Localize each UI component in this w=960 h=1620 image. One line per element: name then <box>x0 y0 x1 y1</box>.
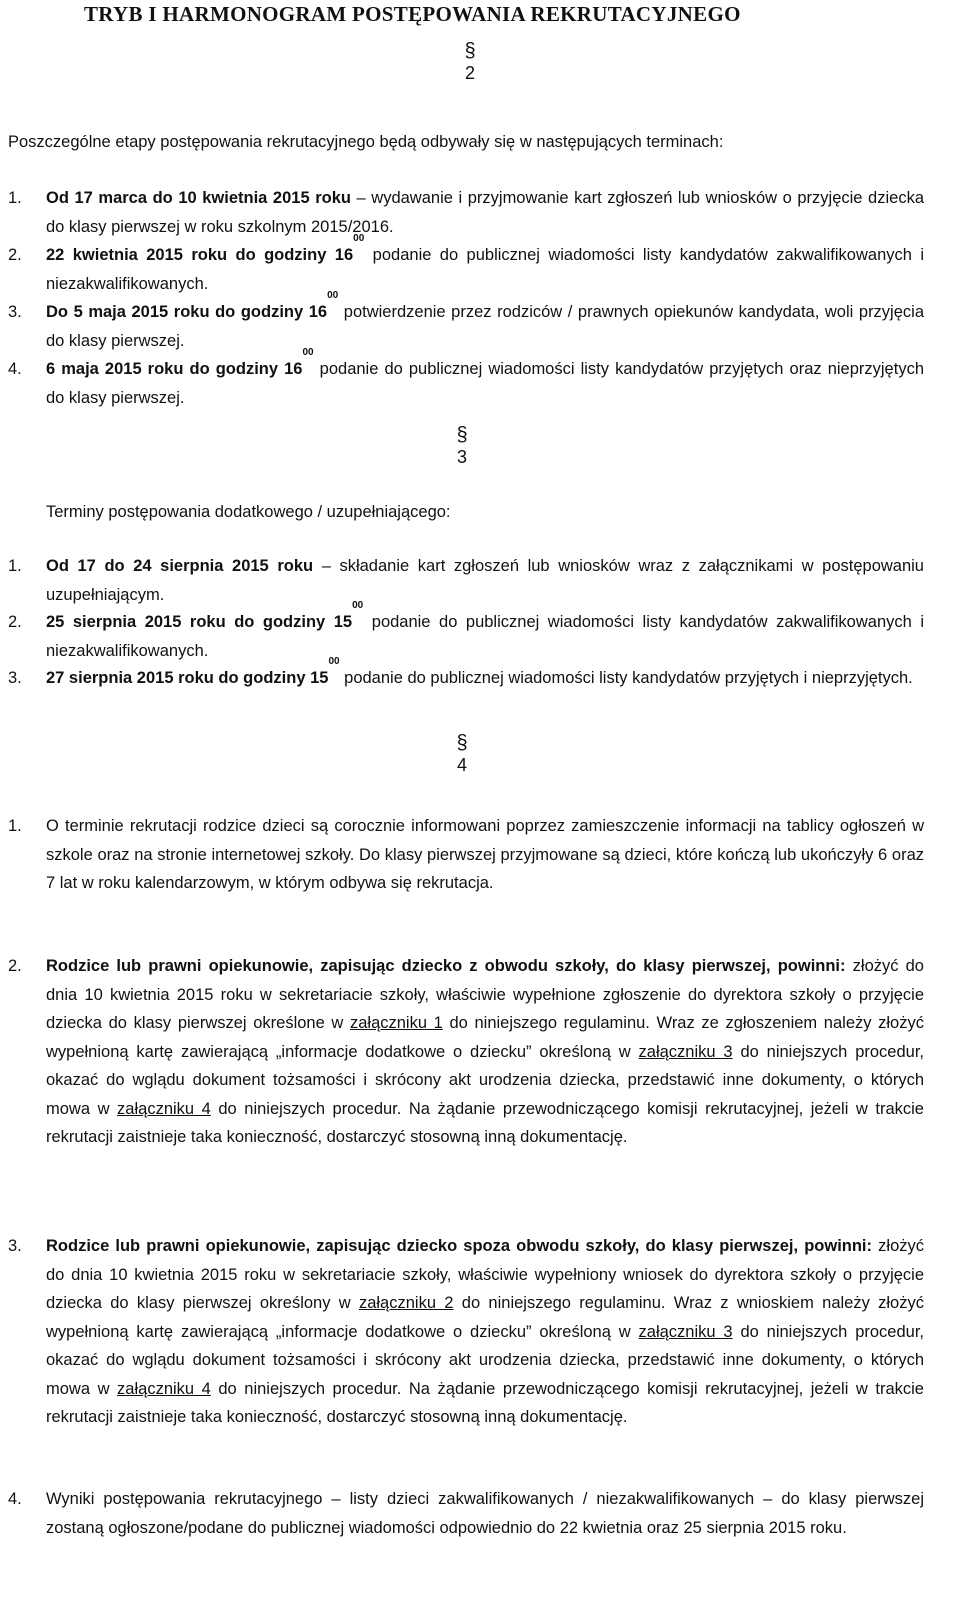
item-date: 25 sierpnia 2015 roku do godziny $15^{00}$ <box>46 600 364 631</box>
attachment-3-link: załączniku 3 <box>638 1322 733 1341</box>
item-text: podanie do publicznej wiadomości listy kandydatów zakwalifikowanych i niezakwalifikowanych. <box>46 246 924 293</box>
s2-item-4 <box>8 347 924 412</box>
item-number: 2. <box>8 613 22 631</box>
item-date: Do 5 maja 2015 roku do godziny $16^{00}$ <box>46 290 339 321</box>
attachment-2-link: załączniku 2 <box>358 1294 454 1312</box>
item-number: 1. <box>8 557 22 575</box>
document-title: TRYB I HARMONOGRAM POSTĘPOWANIA REKRUTACYJNEGO <box>84 2 741 26</box>
item-number: 3. <box>8 669 22 687</box>
item-date: 6 maja 2015 roku do godziny $16^{00}$ <box>46 347 314 378</box>
item-text: podanie do publicznej wiadomości listy kandydatów zakwalifikowanych i niezakwalifikowanych. <box>46 613 924 660</box>
section-3-heading <box>432 424 492 468</box>
item-text: podanie do publicznej wiadomości listy kandydatów przyjętych i nieprzyjętych. <box>339 669 913 687</box>
s2-item-2 <box>8 233 924 298</box>
section-symbol: § <box>456 424 468 446</box>
attachment-4-link: załączniku 4 <box>117 1379 211 1398</box>
item-date: Od 17 marca do 10 kwietnia 2015 roku <box>46 189 351 207</box>
item-text: potwierdzenie przez rodziców / prawnych opiekunów kandydata, woli przyjęcia do klasy pierwszej. <box>46 303 924 350</box>
paragraph-lead: Rodzice lub prawni opiekunowie, zapisując dziecko z obwodu szkoły, do klasy pierwszej, powinni: <box>46 957 846 975</box>
item-date: 27 sierpnia 2015 roku do godziny $15^{00}$ <box>46 656 340 687</box>
time-minutes: 00 <box>328 656 340 667</box>
section-2-heading <box>440 40 500 84</box>
paragraph-lead: Rodzice lub prawni opiekunowie, zapisując dziecko spoza obwodu szkoły, do klasy pierwszej, powinni: <box>46 1237 873 1255</box>
s4-paragraph-4 <box>8 1485 924 1542</box>
item-date: Od 17 do 24 sierpnia 2015 roku <box>46 557 314 575</box>
s2-item-3 <box>8 290 924 355</box>
item-number: 4. <box>8 360 22 378</box>
section-symbol: § <box>464 40 476 62</box>
item-number: 1. <box>8 817 22 835</box>
item-text: – wydawanie i przyjmowanie kart zgłoszeń lub wniosków o przyjęcie dziecka do klasy pierwszej w roku szkolnym 2015/2016. <box>46 189 924 236</box>
item-date: 22 kwietnia 2015 roku do godziny $16^{00}$ <box>46 233 365 264</box>
paragraph-text: O terminie rekrutacji rodzice dzieci są corocznie informowani poprzez zamieszczenie informacji na tablicy ogłoszeń w szkole oraz na stronie internetowej szkoły. Do klasy pierwszej przyjmowane są dzieci, które kończą lub ukończyły 6 oraz 7 lat w roku kalendarzowym, w którym odbywa się rekrutacja. <box>46 817 924 892</box>
time-minutes: 00 <box>327 290 339 301</box>
s4-paragraph-3: 3. Rodzice lub prawni opiekunowie, zapisując dziecko spoza obwodu szkoły, do klasy pierwszej, powinni: złożyć do dnia 10 kwietnia 2015 roku w sekretariacie szkoły, właściwie wypełniony wniosek do dyrektora szkoły o przyjęcie dziecka do klasy pierwszej określony w załączniku 2 do niniejszego regulaminu. Wraz z wnioskiem należy złożyć wypełnioną kartę zawierającą „informacje dodatkowe o dziecku” określoną w załączniku 3 do niniejszych procedur, okazać do wglądu dokument tożsamości i skrócony akt urodzenia dziecka, przedstawić inne dokumenty, o których mowa w załączniku 4 do niniejszych procedur. Na żądanie przewodniczącego komisji rekrutacyjnej, jeżeli w trakcie rekrutacji zaistnieje taka konieczność, dostarczyć stosowną inną dokumentację. <box>8 1232 924 1432</box>
item-text: – składanie kart zgłoszeń lub wniosków wraz z załącznikami w postępowaniu uzupełniającym. <box>46 557 924 604</box>
s4-paragraph-1 <box>8 812 924 898</box>
s3-item-2 <box>8 600 924 665</box>
item-number: 2. <box>8 957 22 975</box>
s2-intro: Poszczególne etapy postępowania rekrutacyjnego będą odbywały się w następujących terminach: <box>8 133 724 151</box>
s2-item-1 <box>8 184 924 241</box>
section-symbol: § <box>456 732 468 754</box>
item-number: 3. <box>8 303 22 321</box>
section-4-heading <box>432 732 492 776</box>
paragraph-text: Wyniki postępowania rekrutacyjnego – listy dzieci zakwalifikowanych / niezakwalifikowanych – do klasy pierwszej zostaną ogłoszone/podane do publicznej wiadomości odpowiednio do 22 kwietnia oraz 25 sierpnia 2015 roku. <box>46 1490 924 1537</box>
item-number: 2. <box>8 246 22 264</box>
item-text: podanie do publicznej wiadomości listy kandydatów przyjętych oraz nieprzyjętych do klasy pierwszej. <box>46 360 924 407</box>
s4-paragraph-2: 2. Rodzice lub prawni opiekunowie, zapisując dziecko z obwodu szkoły, do klasy pierwszej, powinni: złożyć do dnia 10 kwietnia 2015 roku w sekretariacie szkoły, właściwie wypełnione zgłoszenie do dyrektora szkoły o przyjęcie dziecka do klasy pierwszej określone w załączniku 1 do niniejszego regulaminu. Wraz ze zgłoszeniem należy złożyć wypełnioną kartę zawierającą „informacje dodatkowe o dziecku” określoną w załączniku 3 do niniejszych procedur, okazać do wglądu dokument tożsamości i skrócony akt urodzenia dziecka, przedstawić inne dokumenty, o których mowa w załączniku 4 do niniejszych procedur. Na żądanie przewodniczącego komisji rekrutacyjnej, jeżeli w trakcie rekrutacji zaistnieje taka konieczność, dostarczyć stosowną inną dokumentację. <box>8 952 924 1152</box>
time-minutes: 00 <box>352 600 364 611</box>
section-number: 3 <box>456 447 467 467</box>
section-number: 4 <box>456 755 467 775</box>
item-number: 3. <box>8 1237 22 1255</box>
attachment-4-link: załączniku 4 <box>117 1099 211 1118</box>
time-minutes: 00 <box>302 347 314 358</box>
s3-item-1 <box>8 552 924 609</box>
s3-intro: Terminy postępowania dodatkowego / uzupełniającego: <box>46 503 451 521</box>
section-number: 2 <box>464 63 475 83</box>
s3-item-3 <box>8 656 924 693</box>
item-number: 4. <box>8 1490 22 1508</box>
attachment-1-link: załączniku 1 <box>349 1014 443 1032</box>
item-number: 1. <box>8 189 22 207</box>
attachment-3-link: załączniku 3 <box>638 1042 733 1061</box>
time-minutes: 00 <box>353 233 365 244</box>
